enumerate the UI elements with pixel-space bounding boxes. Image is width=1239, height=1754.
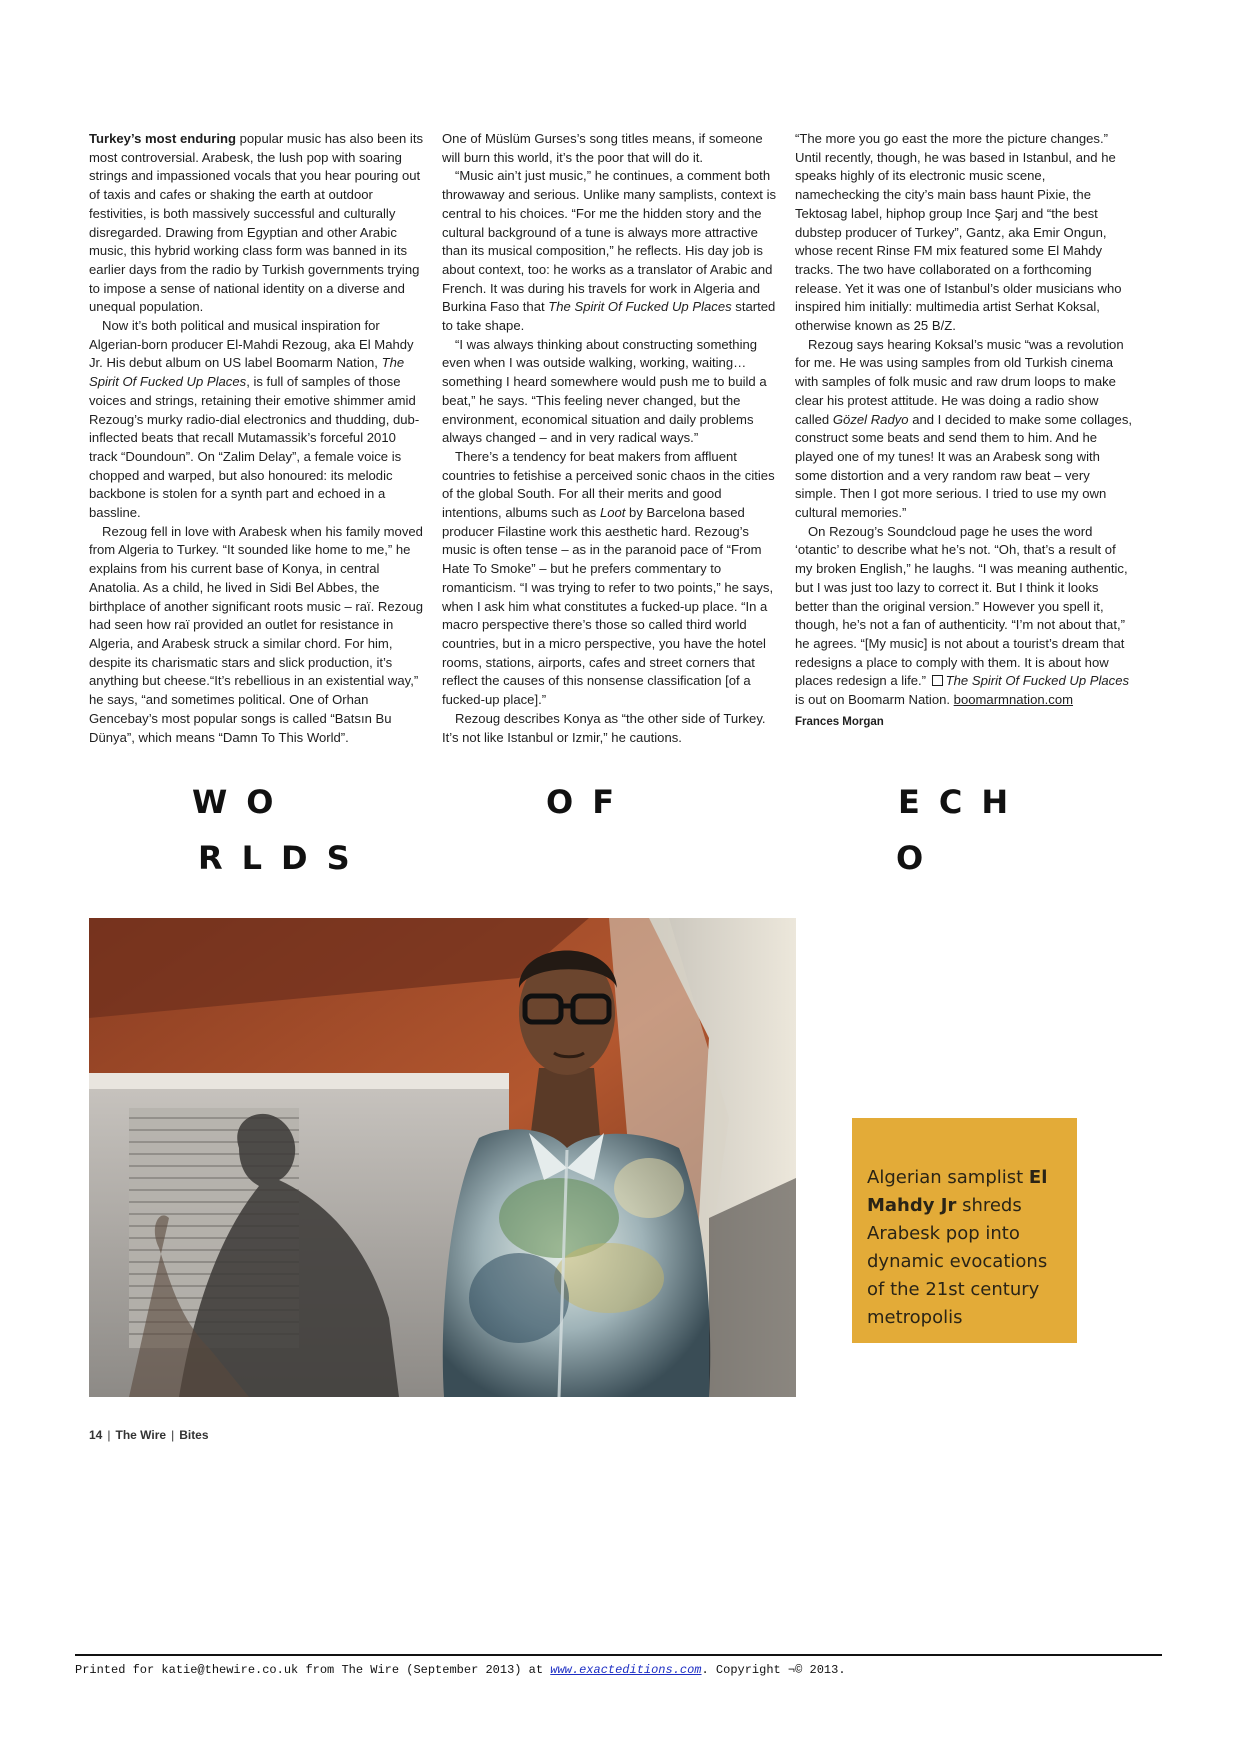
section-name: Bites (179, 1428, 209, 1442)
paragraph: Rezoug describes Konya as “the other side of Turkey. It’s not like Istanbul or Izmir,” he cautions. (442, 710, 766, 745)
page-number: 14 (89, 1428, 103, 1442)
album-title: The Spirit Of Fucked Up Places (89, 355, 405, 390)
lead-in: Turkey’s most enduring (89, 131, 236, 146)
article-column-3 (795, 130, 1133, 732)
paragraph: Rezoug fell in love with Arabesk when his family moved from Algeria to Turkey. “It sounded like home to me,” he explains from his current base of Konya, in central Anatolia. As a child, he lived in Sidi Bel Abbes, the birthplace of another significant roots music – raï. Rezoug had seen how raï provided an outlet for resistance in Algeria, and Arabesk struck a similar chord. For him, despite its charismatic stars and slick production, it’s anything but cheese.“It’s rebellious in an existential way,” he says, “and sometimes political. One of Orhan Gencebay’s most popular songs is called “Batsın Bu Dünya”, which means “Damn To This World”. (89, 523, 424, 745)
artist-name: El Mahdy Jr (867, 1167, 1048, 1216)
radio-show-title: Gözel Radyo (832, 411, 909, 427)
caption-text: Algerian samplist El Mahdy Jr shreds Arabesk pop into dynamic evocations of the 21st century metropolis (867, 1167, 1048, 1328)
exacteditions-link[interactable]: www.exacteditions.com (550, 1663, 702, 1677)
paragraph: There’s a tendency for beat makers from affluent countries to fetishise a perceived sonic chaos in the cities of the global South. For all their merits and good intentions, albums such as Loot by Barcelona based producer Filastine work this aesthetic hard. Rezoug’s music is often tense – as in the paranoid pace of “From Hate To Smoke” – but he prefers commentary to romanticism. “I was trying to refer to two points,” he says, when I ask him what constitutes a fucked-up place. “In a macro perspective there’s those so called third world countries, but in a micro perspective, you have the hotel rooms, stations, airports, cafes and street corners that reflect the causes of this nonsense classification [of a fucked-up place].” (442, 448, 775, 708)
headline-word-3b: O (896, 839, 943, 877)
paragraph: Rezoug says hearing Koksal’s music “was a revolution for me. He was using samples from old Turkish cinema with samples of folk music and raw drum loops to make clear his protest attitude. He was doing a radio show called Gözel Radyo and I decided to make some collages, construct some beats and send them to him. And he played one of my tunes! It was an Arabesk song with some distortion and a very random raw beat – very simple. Then I got more serious. I tried to use my own cultural memories.” (795, 336, 1133, 521)
folio-separator: | (171, 1428, 175, 1442)
end-mark-icon (932, 675, 943, 686)
website-link[interactable]: boomarmnation.com (953, 692, 1074, 708)
headline-word-2: OF (546, 783, 634, 821)
paragraph: Turkey’s most enduring popular music has also been its most controversial. Arabesk, the lush pop with soaring strings and impassioned vocals that you hear pouring out of taxis and cafes or shaking the earth at outdoor festivities, is both massively successful and culturally disregarded. Drawing from Egyptian and other Arabic music, this hybrid working class form was banned in its earlier days from the radio by Turkish governments trying to impose a sense of national identity on a diverse and unequal population. (89, 131, 424, 315)
paragraph: “The more you go east the more the picture changes.” Until recently, though, he was based in Istanbul, and he speaks highly of its electronic music scene, namechecking the city’s main bass haunt Pixie, the Tektosag label, hiphop group Ince Şarj and “the best dubstep producer of Turkey”, Gantz, aka Emir Ongun, whose recent Rinse FM mix featured some El Mahdy tracks. The two have collaborated on a forthcoming release. Yet it was one of Istanbul’s older musicians who inspired him initially: multimedia artist Serhat Koksal, otherwise known as 25 B/Z. (795, 131, 1122, 334)
article-column-2 (442, 130, 780, 747)
artist-portrait-illustration (89, 918, 796, 1397)
artist-photo (89, 918, 796, 1397)
paragraph: “Music ain’t just music,” he continues, a comment both throwaway and serious. Unlike many samplists, context is central to his choices. “For me the hidden story and the cultural background of a tune is always more attractive than its musical composition,” he reflects. His day job is about context, too: he works as a translator of Arabic and French. It was during his travels for work in Algeria and Burkina Faso that The Spirit Of Fucked Up Places started to take shape. (442, 168, 777, 334)
page-folio (89, 1428, 209, 1442)
print-notice: Printed for katie@thewire.co.uk from The Wire (September 2013) at www.exacteditions.com. Copyright ¬© 2013. (75, 1663, 846, 1677)
album-title: The Spirit Of Fucked Up Places (548, 299, 732, 315)
magazine-name: The Wire (115, 1428, 167, 1442)
headline-word-1a: WO (192, 783, 293, 821)
folio-separator: | (107, 1428, 111, 1442)
author-byline: Frances Morgan (795, 715, 884, 728)
footer-rule (75, 1654, 1162, 1656)
headline-word-3a: ECH (898, 783, 1028, 821)
album-title: Loot (599, 505, 626, 521)
paragraph: “I was always thinking about constructing something even when I was outside walking, working, waiting… something I heard somewhere would push me to build a beat,” he says. “This feeling never changed, but the environment, economical situation and daily problems always changed – and in very radical ways.” (442, 336, 767, 446)
album-title: The Spirit Of Fucked Up Places (945, 673, 1130, 689)
caption-box (852, 1118, 1077, 1343)
paragraph: One of Müslüm Gurses’s song titles means, if someone will burn this world, it’s the poor that will do it. (442, 131, 763, 165)
headline-word-1b: RLDS (198, 839, 369, 877)
paragraph: Now it’s both political and musical inspiration for Algerian-born producer El-Mahdi Rezoug, aka El Mahdy Jr. His debut album on US label Boomarm Nation, The Spirit Of Fucked Up Places, is full of samples of those voices and strings, retaining their emotive shimmer amid Rezoug’s murky radio-dial electronics and thudding, dub-inflected beats that recall Mutamassik’s forceful 2010 track “Doundoun”. On “Zalim Delay”, a female voice is chopped and warped, but also honoured: its melodic backbone is stolen for a synth part and echoed in a bassline. (89, 318, 420, 521)
paragraph: On Rezoug’s Soundcloud page he uses the word ‘otantic’ to describe what he’s not. “Oh, that’s a result of my broken English,” he laughs. “I was meaning authentic, but I was just too lazy to correct it. But I think it looks better than the original version.” However you spell it, though, he’s not a fan of authenticity. “I’m not about that,” he agrees. “[My music] is not about a tourist’s dream that redesigns a place to comply with them. It is about how places redesign a life.” The Spirit Of Fucked Up Places is out on Boomarm Nation. boomarmnation.com (795, 523, 1130, 708)
article-column-1 (89, 130, 427, 747)
